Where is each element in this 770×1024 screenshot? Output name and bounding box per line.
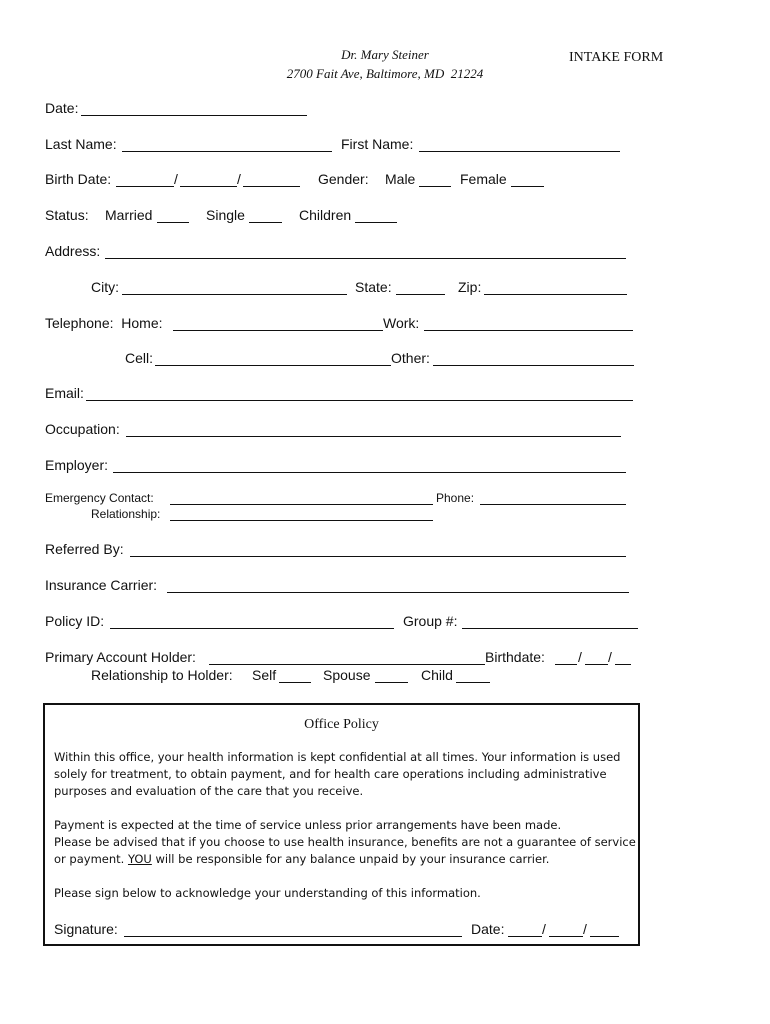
first-name-field[interactable] <box>419 136 620 152</box>
child-label: Child <box>421 667 453 683</box>
employer-row <box>0 457 770 477</box>
office-policy-title: Office Policy <box>304 717 379 732</box>
practice-address: 2700 Fait Ave, Baltimore, MD 21224 <box>286 66 484 81</box>
male-field[interactable] <box>419 171 451 187</box>
state-field[interactable] <box>396 279 445 295</box>
cell-other-row <box>0 350 770 370</box>
relationship-field[interactable] <box>170 507 433 521</box>
spouse-field[interactable] <box>375 667 408 683</box>
payment-text-end: will be responsible for any balance unpaid by your insurance carrier. <box>151 852 550 866</box>
female-field[interactable] <box>511 171 544 187</box>
male-label: Male <box>385 171 416 187</box>
occupation-field[interactable] <box>126 421 621 437</box>
female-label: Female <box>460 171 507 187</box>
self-label: Self <box>252 667 277 683</box>
relationship-to-holder-label: Relationship to Holder: <box>91 667 233 683</box>
employer-field[interactable] <box>113 457 626 473</box>
birth-day-field[interactable] <box>180 171 237 187</box>
holder-birth-year-field[interactable] <box>615 649 631 665</box>
date-label: Date: <box>45 100 79 116</box>
last-name-field[interactable] <box>122 136 332 152</box>
email-label: Email: <box>45 385 84 401</box>
holder-birth-slash-2: / <box>608 649 612 665</box>
other-label: Other: <box>391 350 430 366</box>
emergency-phone-field[interactable] <box>480 491 626 505</box>
birth-slash-2: / <box>237 171 241 187</box>
telephone-row <box>0 315 770 335</box>
birth-slash-1: / <box>174 171 178 187</box>
referred-by-row <box>0 541 770 561</box>
relationship-label: Relationship: <box>91 507 161 521</box>
policy-paragraph-payment <box>54 817 636 868</box>
signature-row <box>45 921 638 941</box>
single-field[interactable] <box>249 207 282 223</box>
zip-label: Zip: <box>458 279 482 295</box>
doctor-name: Dr. Mary Steiner <box>341 47 429 62</box>
primary-holder-row <box>0 649 770 669</box>
birthdate-label: Birthdate: <box>485 649 545 665</box>
relationship-row <box>0 507 770 527</box>
address-field[interactable] <box>105 243 626 259</box>
policy-group-row <box>0 613 770 633</box>
email-row <box>0 385 770 405</box>
name-row <box>0 136 770 156</box>
date-field[interactable] <box>81 100 307 116</box>
group-field[interactable] <box>462 613 638 629</box>
you-emphasis: YOU <box>127 852 152 866</box>
office-policy-box <box>43 703 640 946</box>
birth-month-field[interactable] <box>116 171 174 187</box>
spouse-label: Spouse <box>323 667 371 683</box>
group-label: Group #: <box>403 613 458 629</box>
work-label: Work: <box>383 315 420 331</box>
birth-date-label: Birth Date: <box>45 171 112 187</box>
married-label: Married <box>105 207 153 223</box>
holder-birth-slash-1: / <box>578 649 582 665</box>
primary-account-holder-field[interactable] <box>209 649 485 665</box>
insurance-carrier-field[interactable] <box>167 577 629 593</box>
city-label: City: <box>91 279 119 295</box>
phone-label: Phone: <box>436 491 475 505</box>
relationship-to-holder-row <box>0 667 770 687</box>
form-title: INTAKE FORM <box>569 50 664 65</box>
signature-date-day-field[interactable] <box>549 921 583 937</box>
email-field[interactable] <box>86 385 633 401</box>
single-label: Single <box>206 207 245 223</box>
signature-date-label: Date: <box>471 921 505 937</box>
status-row <box>0 207 770 227</box>
emergency-contact-field[interactable] <box>170 491 433 505</box>
city-field[interactable] <box>122 279 347 295</box>
signature-date-slash-1: / <box>542 921 546 937</box>
policy-paragraph-acknowledge: Please sign below to acknowledge your understanding of this information. <box>54 886 481 900</box>
other-phone-field[interactable] <box>433 350 634 366</box>
address-row <box>0 243 770 263</box>
insurance-carrier-label: Insurance Carrier: <box>45 577 158 593</box>
date-row <box>0 100 770 120</box>
telephone-home-label: Telephone: Home: <box>45 315 163 331</box>
status-label: Status: <box>45 207 89 223</box>
married-field[interactable] <box>157 207 189 223</box>
emergency-contact-label: Emergency Contact: <box>45 491 154 505</box>
zip-field[interactable] <box>484 279 627 295</box>
holder-birth-month-field[interactable] <box>555 649 577 665</box>
gender-label: Gender: <box>318 171 369 187</box>
employer-label: Employer: <box>45 457 109 473</box>
signature-date-year-field[interactable] <box>590 921 619 937</box>
address-label: Address: <box>45 243 101 259</box>
policy-paragraph-confidentiality: Within this office, your health information is kept confidential at all times. Your information is used solely for treatment, to obtain payment, and for health care operations including administrative purposes and evaluation of the care that you receive. <box>54 750 621 798</box>
policy-id-label: Policy ID: <box>45 613 105 629</box>
cell-label: Cell: <box>125 350 154 366</box>
referred-by-field[interactable] <box>130 541 626 557</box>
city-state-zip-row <box>0 279 770 299</box>
signature-label: Signature: <box>54 921 118 937</box>
signature-date-month-field[interactable] <box>508 921 542 937</box>
birth-year-field[interactable] <box>243 171 300 187</box>
first-name-label: First Name: <box>341 136 414 152</box>
last-name-label: Last Name: <box>45 136 117 152</box>
signature-date-slash-2: / <box>583 921 587 937</box>
cell-phone-field[interactable] <box>155 350 391 366</box>
policy-id-field[interactable] <box>110 613 394 629</box>
occupation-label: Occupation: <box>45 421 120 437</box>
self-field[interactable] <box>279 667 311 683</box>
insurance-carrier-row <box>0 577 770 597</box>
referred-by-label: Referred By: <box>45 541 124 557</box>
children-field[interactable] <box>355 207 397 223</box>
occupation-row <box>0 421 770 441</box>
children-label: Children <box>299 207 352 223</box>
payment-text-start: Payment is expected at the time of service unless prior arrangements have been made. Please be advised that if you choose to use health insurance, benefits are not a guarantee of service or payment. <box>54 818 636 866</box>
primary-account-holder-label: Primary Account Holder: <box>45 649 196 665</box>
holder-birth-day-field[interactable] <box>585 649 608 665</box>
birth-gender-row <box>0 171 770 191</box>
work-phone-field[interactable] <box>424 315 633 331</box>
signature-field[interactable] <box>124 921 462 937</box>
child-field[interactable] <box>456 667 490 683</box>
home-phone-field[interactable] <box>173 315 383 331</box>
state-label: State: <box>355 279 392 295</box>
